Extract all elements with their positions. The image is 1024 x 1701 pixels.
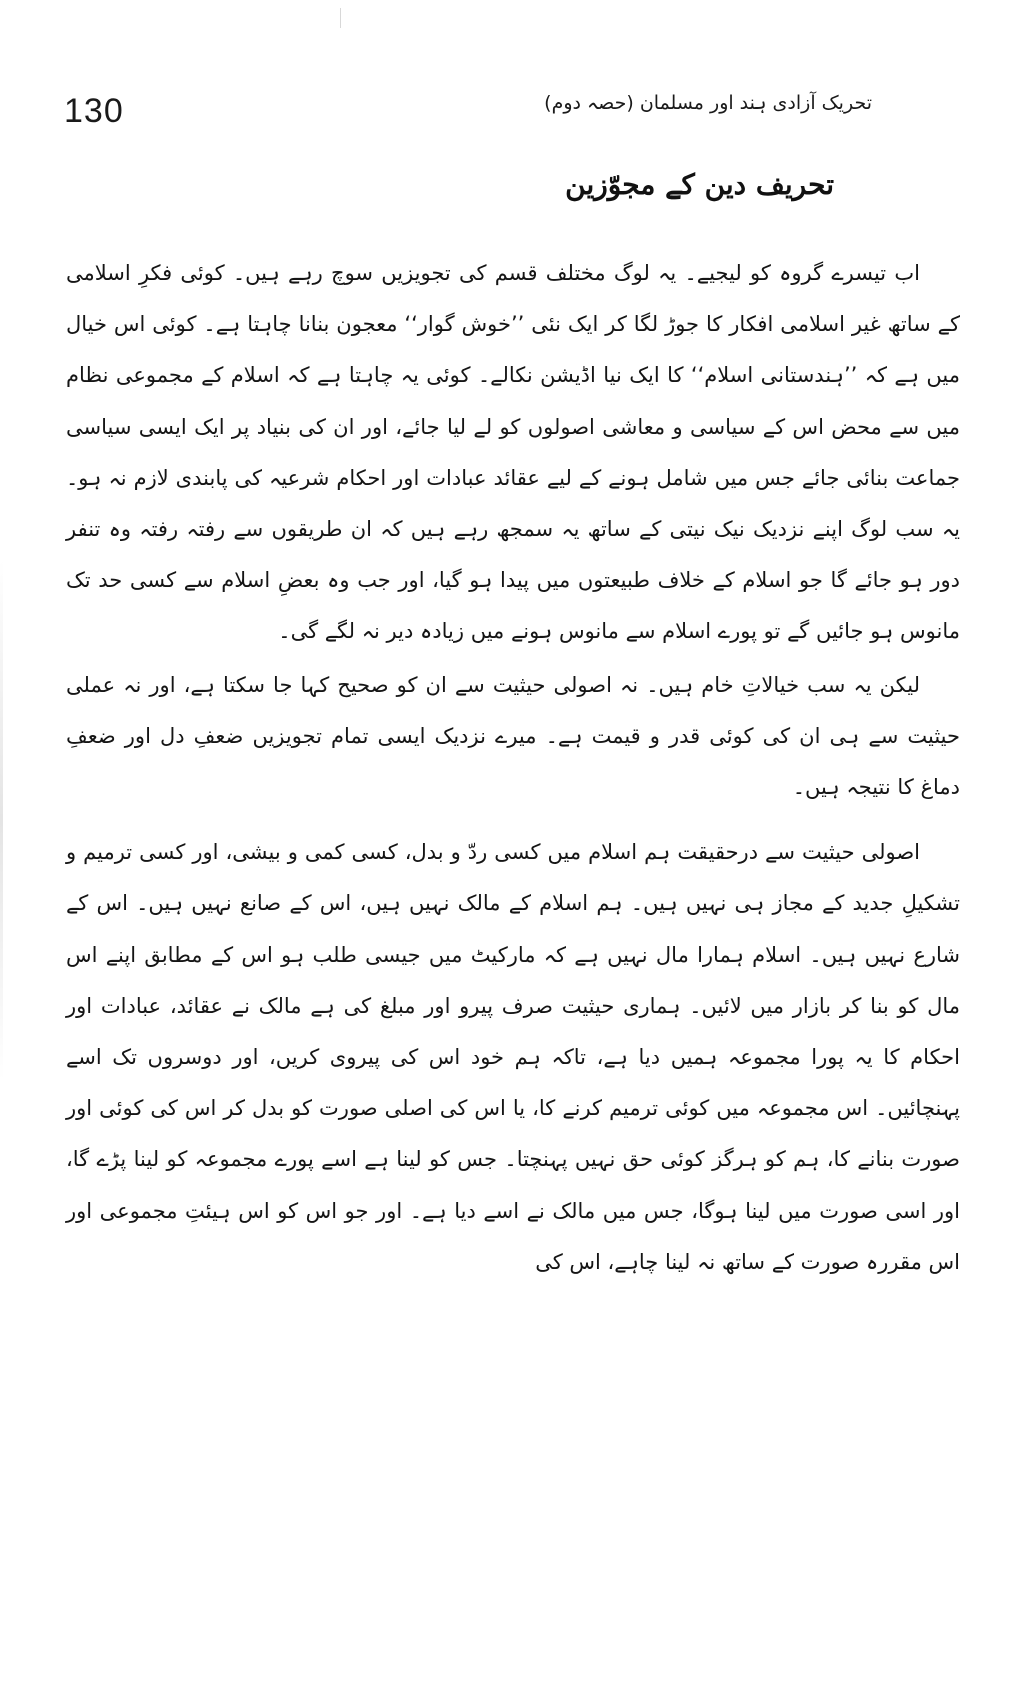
- paragraph-2: لیکن یہ سب خیالاتِ خام ہیں۔ نہ اصولی حیثیت سے ان کو صحیح کہا جا سکتا ہے، اور نہ عملی حیثیت سے ہی ان کی کوئی قدر و قیمت ہے۔ میرے نزدیک ایسی تمام تجویزیں ضعفِ دل اور ضعفِ دماغ کا نتیجہ ہیں۔: [66, 672, 960, 800]
- paragraph-1: اب تیسرے گروہ کو لیجیے۔ یہ لوگ مختلف قسم کی تجویزیں سوچ رہے ہیں۔ کوئی فکرِ اسلامی کے ساتھ غیر اسلامی افکار کا جوڑ لگا کر ایک نئی ’’خوش گوار‘‘ معجون بنانا چاہتا ہے۔ کوئی اس خیال میں ہے کہ ’’ہندستانی اسلام‘‘ کا ایک نیا اڈیشن نکالے۔ کوئی یہ چاہتا ہے کہ اسلام کے مجموعی نظام میں سے محض اس کے سیاسی و معاشی اصولوں کو لے لیا جائے، اور ان کی بنیاد پر ایک ایسی سیاسی جماعت بنائی جائے جس میں شامل ہونے کے لیے عقائد عبادات اور احکام شرعیہ کی پابندی لازم نہ ہو۔ یہ سب لوگ اپنے نزدیک نیک نیتی کے ساتھ یہ سمجھ رہے ہیں کہ ان طریقوں سے رفتہ رفتہ وہ تنفر دور ہو جائے گا جو اسلام کے خلاف طبیعتوں میں پیدا ہو گیا، اور جب وہ بعضِ اسلام سے کسی حد تک مانوس ہو جائیں گے تو پورے اسلام سے مانوس ہونے میں زیادہ دیر نہ لگے گی۔: [66, 261, 960, 644]
- paragraph-3: اصولی حیثیت سے درحقیقت ہم اسلام میں کسی ردّ و بدل، کسی کمی و بیشی، اور کسی ترمیم و تشکیلِ جدید کے مجاز ہی نہیں ہیں۔ ہم اسلام کے مالک نہیں ہیں، اس کے صانع نہیں ہیں۔ اس کے شارع نہیں ہیں۔ اسلام ہمارا مال نہیں ہے کہ مارکیٹ میں جیسی طلب ہو اس کے مطابق اپنے اس مال کو بنا کر بازار میں لائیں۔ ہماری حیثیت صرف پیرو اور مبلغ کی ہے مالک نے عقائد، عبادات اور احکام کا یہ پورا مجموعہ ہمیں دیا ہے، تاکہ ہم خود اس کی پیروی کریں، اور دوسروں تک اسے پہنچائیں۔ اس مجموعہ میں کوئی ترمیم کرنے کا، یا اس کی اصلی صورت کو بدل کر اس کی کوئی اور صورت بنانے کا، ہم کو ہرگز کوئی حق نہیں پہنچتا۔ جس کو لینا ہے اسے پورے مجموعہ کو لینا پڑے گا، اور اسی صورت میں لینا ہوگا، جس میں مالک نے اسے دیا ہے۔ اور جو اس کو اس ہیئتِ مجموعی اور اس مقررہ صورت کے ساتھ نہ لینا چاہے، اس کی: [66, 840, 960, 1274]
- body-text: [66, 248, 960, 1288]
- scan-edge-shadow: [0, 560, 3, 1080]
- running-head: تحریک آزادی ہند اور مسلمان (حصہ دوم): [544, 92, 872, 114]
- section-heading: تحریف دین کے مجوّزین: [565, 168, 834, 201]
- scan-mark: [340, 8, 341, 28]
- page-number: 130: [64, 92, 124, 130]
